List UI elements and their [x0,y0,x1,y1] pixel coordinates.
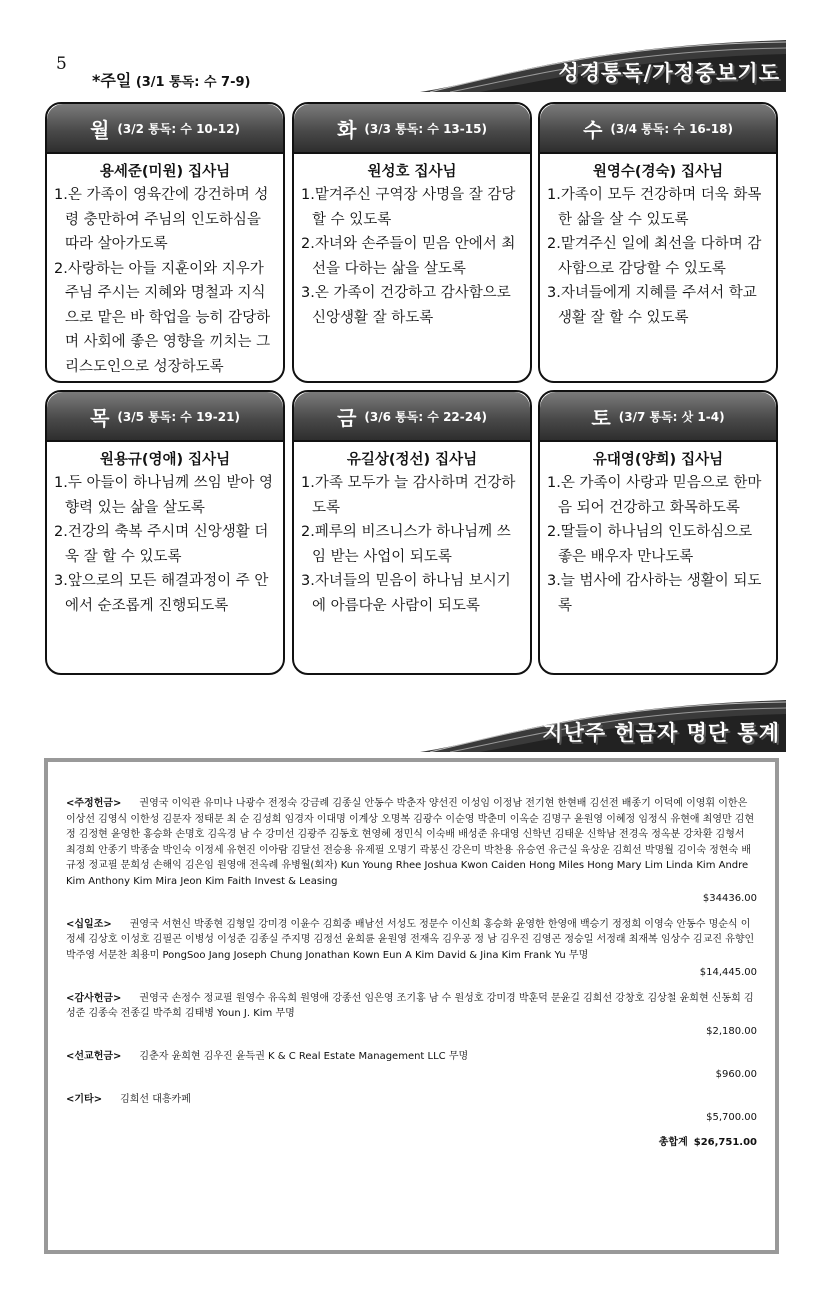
donor-category: <십일조> [66,918,112,930]
donor-section [66,991,757,1040]
donor-amount: $2,180.00 [706,1025,757,1037]
donor-names: 권영국 이익관 유미나 나광수 전정숙 강금례 김종실 안동수 박춘자 양선진 이성임 이정남 전기현 한현배 김선전 배종기 이덕예 이영휘 이한은 이상선 김영식 이한성 김문자 정태문 최 순 김성희 임경자 이대명 이계상 오명복 김광수 이순영 박춘미 이옥순 김명구 윤원영 이혜정 임정식 유현애 최영만 김현정 김정현 윤영한 홍승화 손명호 김옥경 남 수 강미선 김광주 김동호 현영혜 정민식 이숙배 배성준 유대영 신학년 김태운 신학남 전경옥 정옥분 강차환 김형서 최경희 안종기 박종술 박인숙 이정세 유현진 이아람 김달선 전승용 유제필 오명기 곽봉신 강은미 박찬용 유승연 유근실 육상운 김희선 박명월 김이숙 정현숙 배규정 정교필 문희성 손해익 김은임 원영애 전옥례 유병월(회자) Kun Young Rhee Joshua Kwon Caiden Hong Miles Hong Mary Lim Linda Kim Andre Kim Anthony Kim Mira Jeon Kim Faith Invest & Leasing [66,798,755,887]
sunday-label: *주일 [92,71,132,90]
sunday-range: (3/1 통독: 수 7-9) [135,75,251,90]
prayer-item: 3.자녀들에게 지혜를 주셔서 학교생활 잘 할 수 있도록 [547,285,757,326]
donor-names: 김춘자 윤희현 김우진 윤득권 K & C Real Estate Management LLC 무명 [139,1051,469,1062]
donor-category: <주정헌금> [66,798,122,809]
card-header [47,104,283,154]
reading-range: (3/4 통독: 수 16-18) [610,121,733,136]
prayer-item: 2.사랑하는 아들 지훈이와 지우가 주님 주시는 지혜와 명철과 지식으로 맡은 바 학업을 능히 감당하며 사회에 좋은 영향을 끼치는 그리스도인으로 성장하도록 [54,260,271,375]
donor-section [66,917,757,981]
prayer-list [47,181,283,379]
prayer-card-tue [292,102,532,383]
day-label: 월 [90,117,110,142]
prayer-banner [420,40,786,92]
prayer-card-sat [538,390,778,675]
prayer-item: 2.딸들이 하나님의 인도하심으로 좋은 배우자 만나도록 [547,524,753,565]
family-name: 원성호 집사님 [367,164,457,180]
donor-category: <기타> [66,1094,103,1105]
grand-total [66,1135,757,1151]
prayer-item: 3.온 가족이 건강하고 감사함으로 신앙생활 잘 하도록 [301,285,511,326]
card-header [294,392,530,442]
prayer-item: 3.자녀들의 믿음이 하나님 보시기에 아름다운 사람이 되도록 [301,573,511,614]
prayer-card-thu [45,390,285,675]
donor-names: 권영국 서현신 박종현 김형일 강미경 이윤수 김희중 배남선 서성도 정문수 이신희 홍승화 윤영한 한영애 백승기 정정희 이영숙 안동수 명순식 이정세 김상호 이성호 김필곤 이병성 이성준 김종실 주지명 김정선 윤희륜 윤원영 전재옥 김우공 정 남 김우진 김영곤 정승일 서정래 최재복 임상수 김교진 유향인 박주영 서문찬 최용미 PongSoo Jang Joseph Chung Jonathan Kown Eun A Kim David & Jina Kim Frank Yu 무명 [66,918,755,961]
page-number: 5 [56,54,67,74]
card-header [540,104,776,154]
prayer-item: 2.페루의 비즈니스가 하나님께 쓰임 받는 사업이 되도록 [301,524,511,565]
prayer-item: 3.앞으로의 모든 해결과정이 주 안에서 순조롭게 진행되도록 [54,573,269,614]
donor-amount: $5,700.00 [706,1111,757,1123]
prayer-item: 1.온 가족이 사랑과 믿음으로 한마음 되어 건강하고 화목하도록 [547,475,762,516]
prayer-list [294,469,530,618]
family-name: 원영수(경숙) 집사님 [592,164,724,180]
donors-box [44,758,779,1254]
prayer-item: 2.건강의 축복 주시며 신앙생활 더욱 잘 할 수 있도록 [54,524,269,565]
donor-amount: $34436.00 [702,893,757,904]
reading-range: (3/6 통독: 수 22-24) [364,409,487,424]
card-header [540,392,776,442]
prayer-card-wed [538,102,778,383]
prayer-list [540,181,776,330]
prayer-item: 1.가족 모두가 늘 감사하며 건강하도록 [301,475,516,516]
prayer-item: 1.두 아들이 하나님께 쓰임 받아 영향력 있는 삶을 살도록 [54,475,273,516]
donor-section [66,796,757,907]
section-title: 성경통독/가정중보기도 [558,61,780,85]
donors-banner [420,700,786,752]
donor-amount: $960.00 [715,1068,757,1080]
donor-names: 김희선 대흥카페 [120,1094,191,1105]
prayer-list [294,181,530,330]
prayer-card-fri [292,390,532,675]
donor-amount: $14,445.00 [699,967,757,978]
prayer-item: 1.가족이 모두 건강하며 더욱 화목한 삶을 살 수 있도록 [547,187,762,228]
prayer-card-mon [45,102,285,383]
day-label: 목 [90,405,110,430]
card-header [294,104,530,154]
family-name: 용세준(미원) 집사님 [99,164,231,180]
total-amount: $26,751.00 [693,1137,757,1148]
prayer-item: 1.맡겨주신 구역장 사명을 잘 감당할 수 있도록 [301,187,516,228]
day-label: 화 [337,117,357,142]
prayer-list [47,469,283,618]
donors-title: 지난주 헌금자 명단 통계 [542,721,780,745]
family-name: 원용규(영애) 집사님 [99,452,231,468]
card-header [47,392,283,442]
reading-range: (3/2 통독: 수 10-12) [117,121,240,136]
prayer-item: 3.늘 범사에 감사하는 생활이 되도록 [547,573,762,614]
donor-section [66,1049,757,1082]
sunday-reading [92,68,250,91]
day-label: 금 [337,405,357,430]
donor-names: 권영국 손정수 정교필 원영수 유옥희 원영애 강종선 임은영 조기홍 남 수 원성호 강미경 박훈덕 문윤길 김희선 강창호 김상철 윤희현 신동희 김성준 김종숙 전종길 박주희 김태병 Youn J. Kim 무명 [66,992,754,1019]
donor-category: <감사헌금> [66,992,122,1004]
total-label: 총합계 [658,1137,688,1148]
reading-range: (3/5 통독: 수 19-21) [117,409,240,424]
family-name: 유길상(정선) 집사님 [346,452,478,468]
donor-category: <선교헌금> [66,1051,122,1062]
day-label: 수 [583,117,603,142]
prayer-item: 1.온 가족이 영육간에 강건하며 성령 충만하여 주님의 인도하심을 따라 살아가도록 [54,187,269,252]
prayer-item: 2.자녀와 손주들이 믿음 안에서 최선을 다하는 삶을 살도록 [301,236,516,277]
family-name: 유대영(양희) 집사님 [592,452,724,468]
donor-section [66,1092,757,1125]
prayer-item: 2.맡겨주신 일에 최선을 다하며 감사함으로 감당할 수 있도록 [547,236,762,277]
reading-range: (3/7 통독: 삿 1-4) [618,409,725,424]
day-label: 토 [591,405,611,430]
prayer-list [540,469,776,618]
reading-range: (3/3 통독: 수 13-15) [364,121,487,136]
